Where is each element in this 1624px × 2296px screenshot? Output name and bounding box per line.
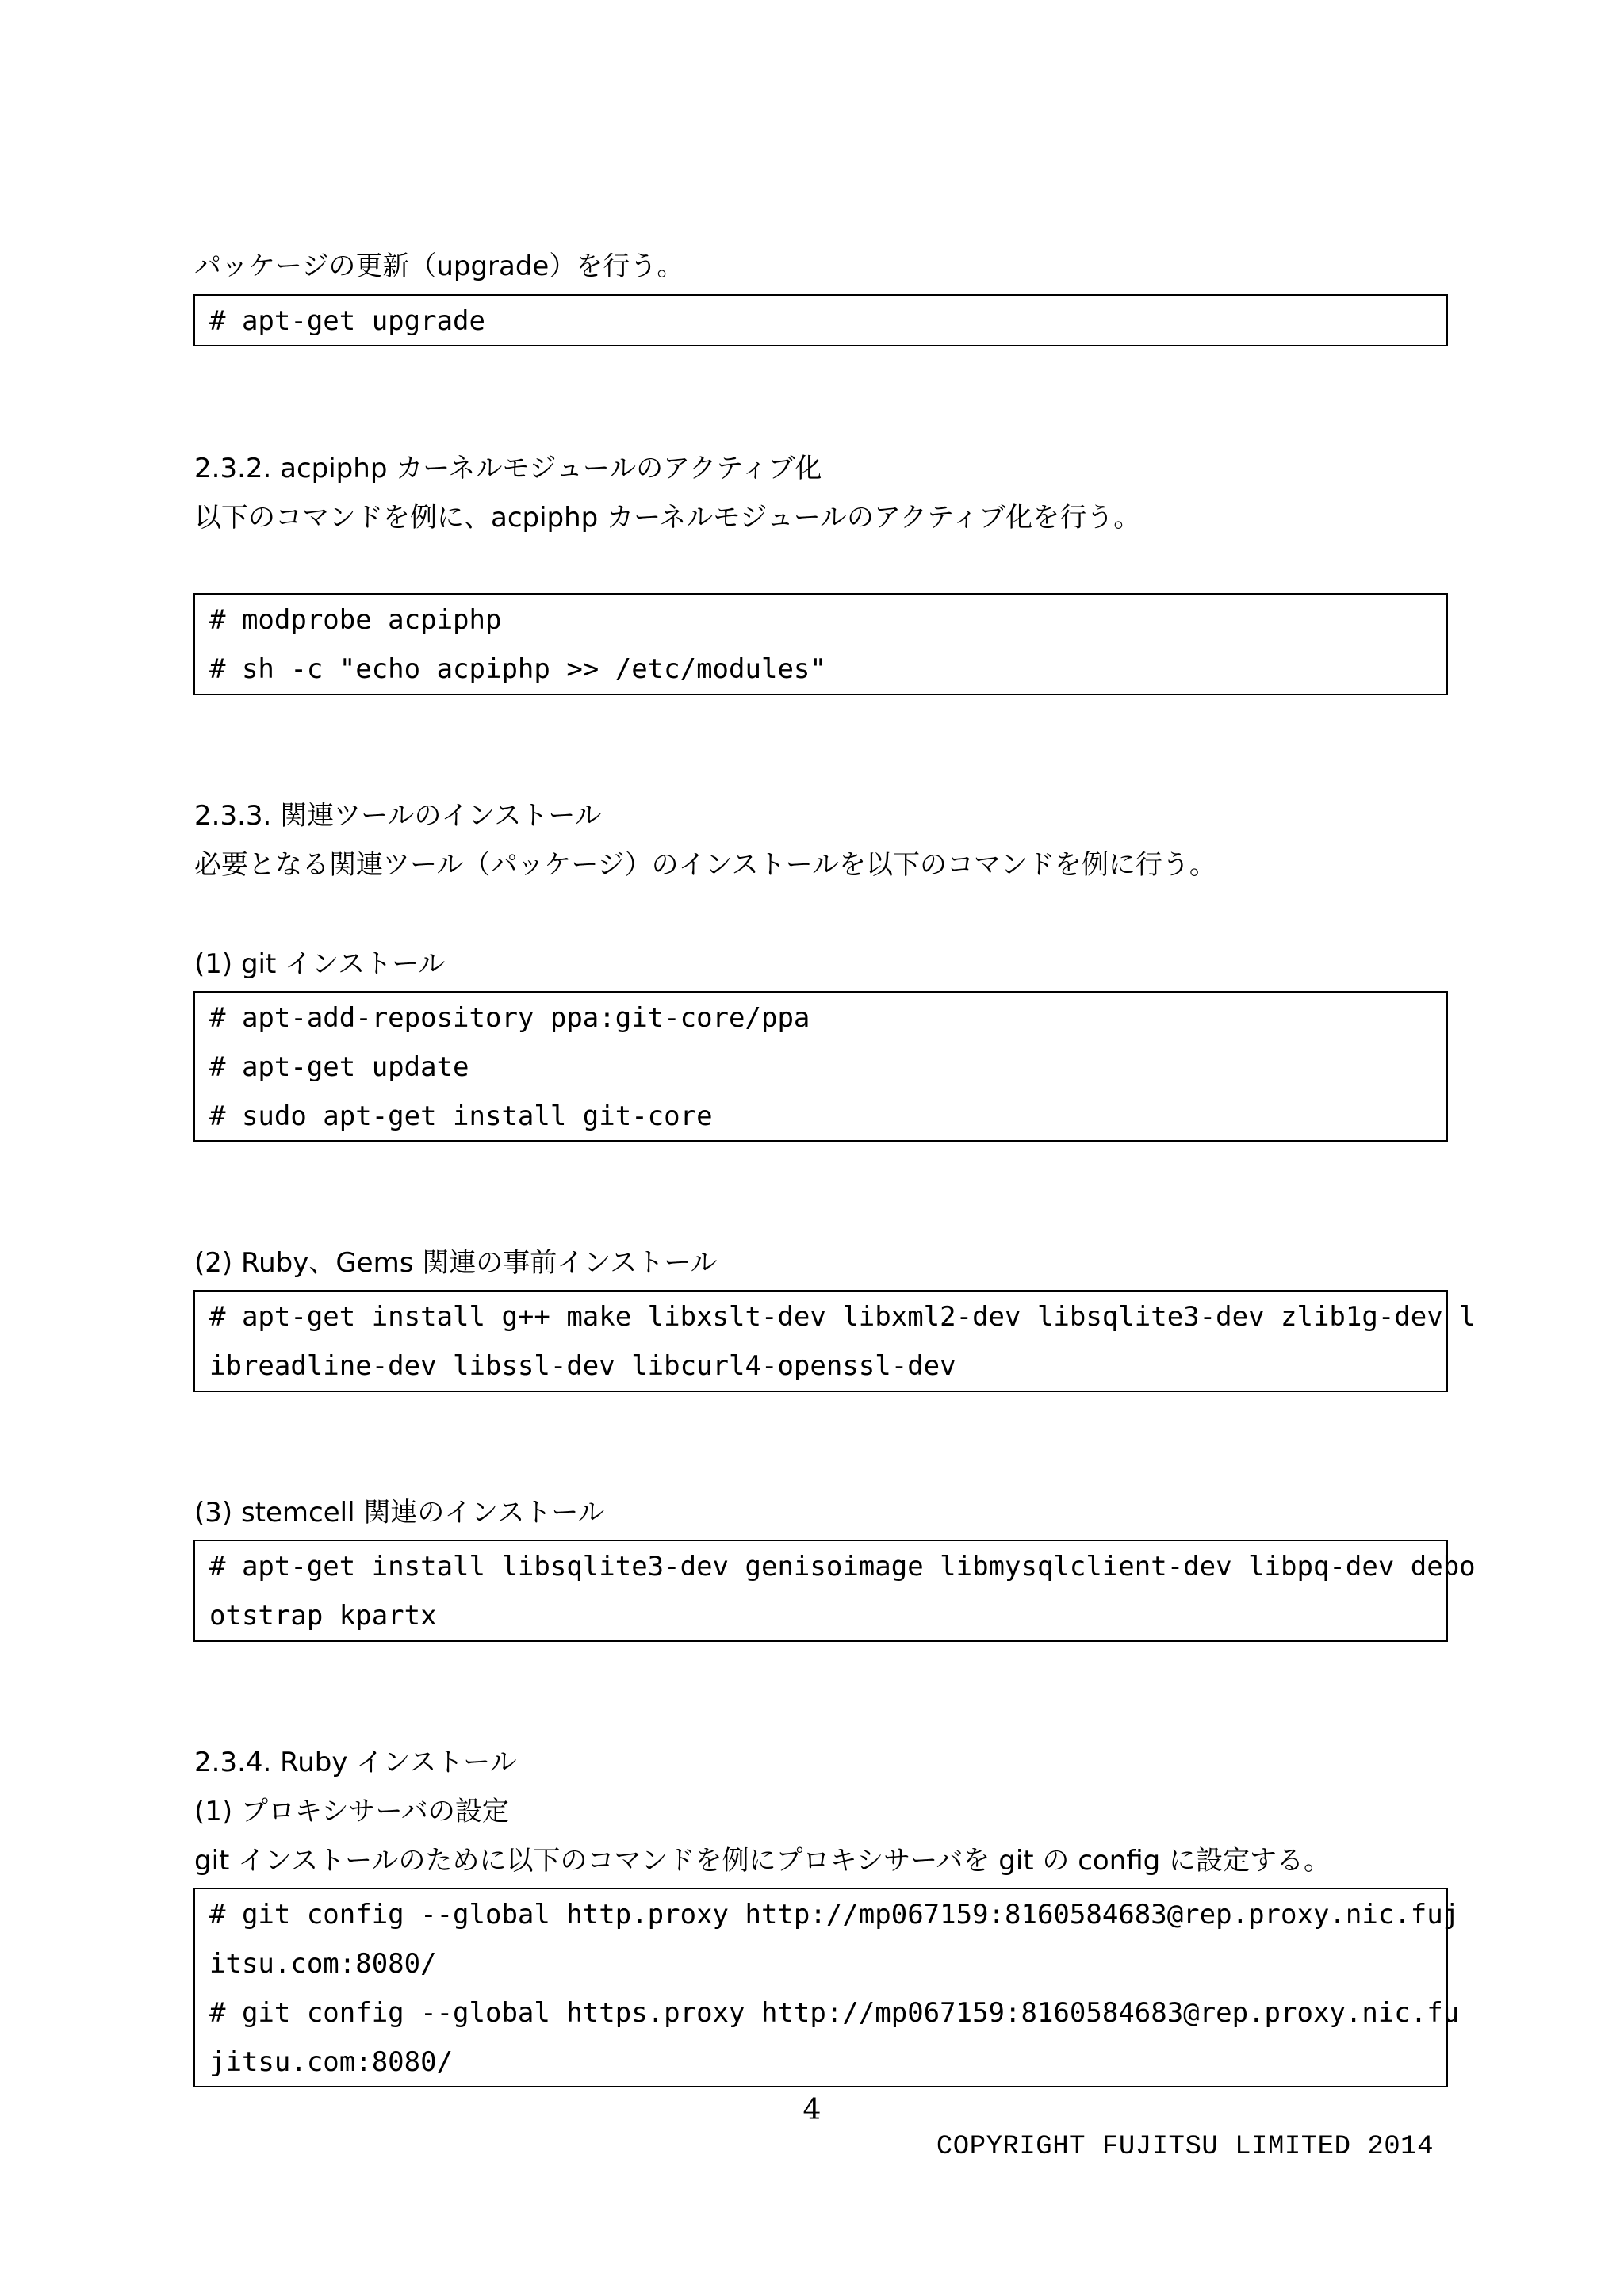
- section-heading-acpiphp: 2.3.2. acpiphp カーネルモジュールのアクティブ化: [194, 453, 822, 484]
- code-line: ibreadline-dev libssl-dev libcurl4-openssl-dev: [209, 1350, 956, 1382]
- code-line: # git config --global http.proxy http://mp067159:8160584683@rep.proxy.nic.fuj: [209, 1899, 1460, 1931]
- ruby-gems-label: (2) Ruby、Gems 関連の事前インストール: [194, 1247, 718, 1279]
- code-line: # apt-add-repository ppa:git-core/ppa: [209, 1002, 810, 1034]
- proxy-intro: git インストールのために以下のコマンドを例にプロキシサーバを git の config に設定する。: [194, 1845, 1331, 1877]
- code-line: # modprobe acpiphp: [209, 604, 502, 636]
- code-line: # apt-get upgrade: [209, 305, 485, 337]
- tools-intro: 必要となる関連ツール（パッケージ）のインストールを以下のコマンドを例に行う。: [194, 849, 1216, 881]
- code-line: # sudo apt-get install git-core: [209, 1100, 713, 1132]
- stemcell-label: (3) stemcell 関連のインストール: [194, 1497, 605, 1529]
- code-line: # git config --global https.proxy http://mp067159:8160584683@rep.proxy.nic.fu: [209, 1997, 1460, 2029]
- proxy-label: (1) プロキシサーバの設定: [194, 1796, 509, 1827]
- copyright-notice: COPYRIGHT FUJITSU LIMITED 2014: [936, 2132, 1434, 2162]
- upgrade-intro: パッケージの更新（upgrade）を行う。: [194, 251, 684, 282]
- code-line: otstrap kpartx: [209, 1600, 437, 1632]
- section-heading-tools: 2.3.3. 関連ツールのインストール: [194, 800, 602, 832]
- page-number: 4: [802, 2094, 822, 2126]
- section-heading-ruby: 2.3.4. Ruby インストール: [194, 1747, 517, 1778]
- code-line: itsu.com:8080/: [209, 1948, 437, 1980]
- code-line: # sh -c "echo acpiphp >> /etc/modules": [209, 653, 826, 685]
- code-line: # apt-get update: [209, 1051, 469, 1083]
- code-line: jitsu.com:8080/: [209, 2046, 454, 2078]
- code-line: # apt-get install g++ make libxslt-dev libxml2-dev libsqlite3-dev zlib1g-dev l: [209, 1301, 1476, 1333]
- code-line: # apt-get install libsqlite3-dev genisoimage libmysqlclient-dev libpq-dev debo: [209, 1551, 1476, 1582]
- git-install-label: (1) git インストール: [194, 948, 446, 980]
- acpiphp-intro: 以下のコマンドを例に、acpiphp カーネルモジュールのアクティブ化を行う。: [194, 502, 1141, 534]
